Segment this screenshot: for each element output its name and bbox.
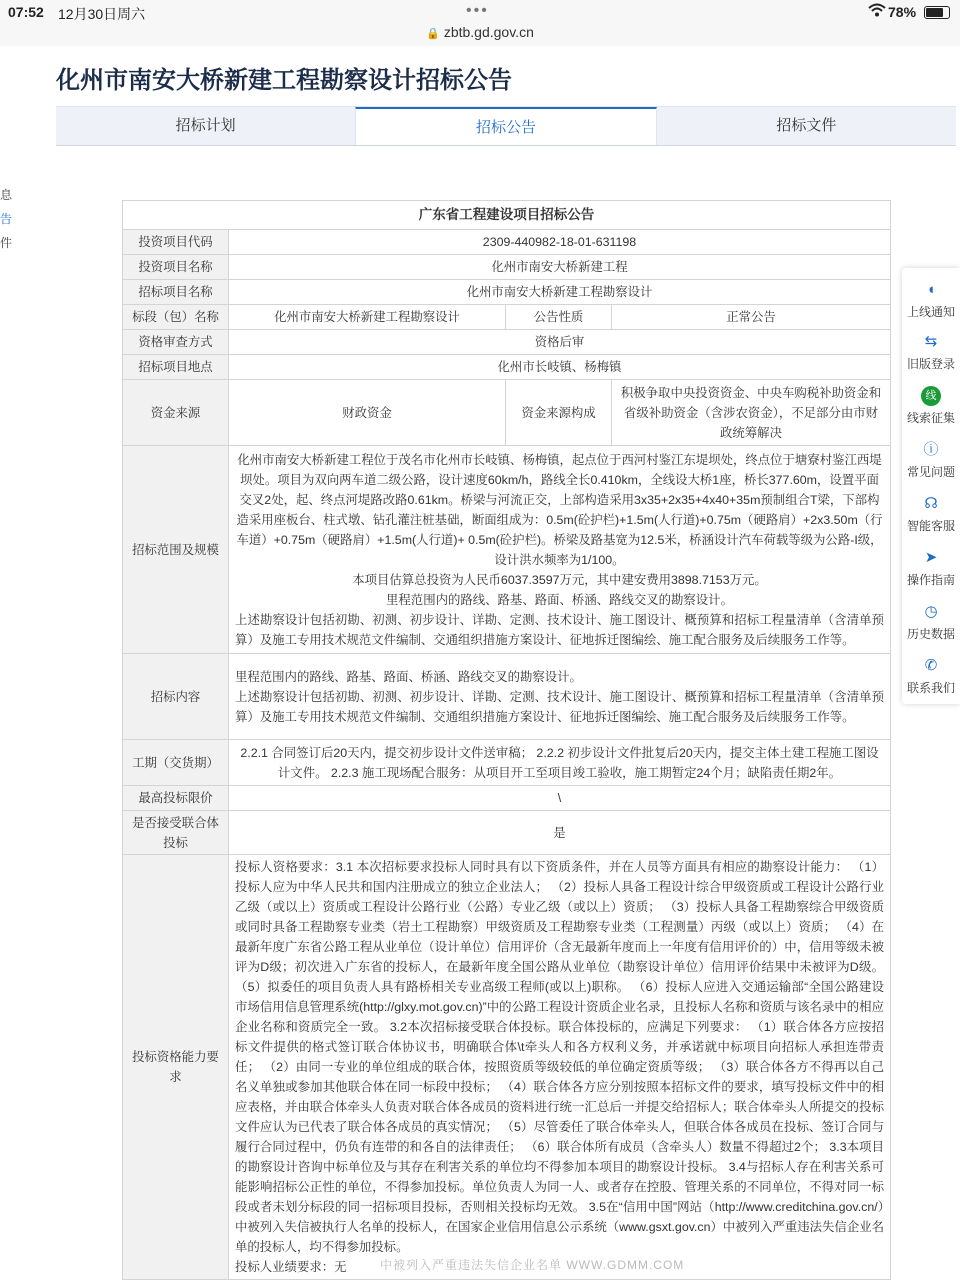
tab-bid-notice[interactable]: 招标公告	[355, 107, 656, 145]
table-row	[123, 330, 891, 355]
side-item-history[interactable]	[902, 602, 960, 642]
phone-icon: ✆	[924, 657, 938, 674]
clue-icon: 线	[921, 386, 941, 406]
side-item-old-login[interactable]	[902, 332, 960, 372]
field-value: 2309-440982-18-01-631198	[229, 230, 891, 255]
side-item-notice[interactable]	[902, 280, 960, 320]
field-value: 是	[229, 811, 891, 855]
field-value	[229, 855, 891, 1280]
battery-icon	[924, 6, 950, 19]
wifi-icon	[868, 3, 886, 20]
field-label: 招标范围及规模	[123, 446, 229, 654]
clock: 07:52	[8, 4, 44, 20]
side-item-label: 线索征集	[906, 411, 955, 425]
notice-table	[122, 200, 891, 1280]
side-item-faq[interactable]	[902, 440, 960, 480]
address-bar[interactable]	[0, 24, 960, 46]
clock-icon: ◷	[924, 603, 938, 620]
side-item-label: 历史数据	[906, 627, 955, 641]
side-item-label: 常见问题	[906, 465, 955, 479]
field-value	[229, 446, 891, 654]
qualification-text: 投标人资格要求：3.1 本次招标要求投标人同时具有以下资质条件，并在人员等方面具有相应的勘察设计能力： （1）投标人应为中华人民共和国内注册成立的独立企业法人； （2）投标人具备工程设计综合甲级资质或工程设计公路行业乙级（或以上）资质或工程设计公路行业（公路）专业乙级（或以上）资质； （3）投标人具备工程勘察综合甲级资质或同时具备工程勘察专业类（岩土工程勘察）甲级资质及工程勘察专业类（工程测量）丙级（或以上）资质； （4）在最新年度广东省公路工程从业单位（设计单位）信用评价（含无最新年度而上一年度有信用评价的）中，信用等级未被评为D级；初次进入广东省的投标人，在最新年度全国公路从业单位（勘察设计单位）信用评价结果中未被评为D级。 （5）拟委任的项目负责人具有路桥相关专业高级工程师(或以上)职称。 （6）投标人应进入交通运输部“全国公路建设市场信用信息管理系统(http://glxy.mot.gov.cn)”中的公路工程设计资质企业名录，且投标人名称和资质与该名录中的相应企业名称和资质完全一致。 3.2本次招标接受联合体投标。联合体投标的，应满足下列要求： （1）联合体各方应按招标文件提供的格式签订联合体协议书，明确联合体\t牵头人和各方权利义务，并承诺就中标项目向招标人承担连带责任； （2）由同一专业的单位组成的联合体，按照资质等级较低的单位确定资质等级； （3）联合体各方不得再以自己名义单独或参加其他联合体在同一标段中投标； （4）联合体各方应分别按照本招标文件的要求，填写投标文件中的相应表格，并由联合体牵头人负责对联合体各成员的资料进行统一汇总后一并提交给招标人；联合体牵头人所提交的投标文件应认为已代表了联合体各成员的真实情况； （5）尽管委任了联合体牵头人，但联合体各成员在投标、签订合同与履行合同过程中，仍负有连带的和各自的法律责任； （6）联合体所有成员（含牵头人）数量不得超过2个； 3.3本项目的勘察设计咨询中标单位及与其存在利害关系的单位均不得参加本项目的勘察设计投标。 3.4与招标人存在利害关系可能影响招标公正性的单位，不得参加投标。单位负责人为同一人、或者存在控股、管理关系的不同单位，不得对同一标段或者未划分标段的同一招标项目投标，否则相关投标均无效。 3.5在“信用中国”网站（http://www.creditchina.gov.cn/）中被列入失信被执行人名单的投标人，在国家企业信用信息公示系统（www.gsxt.gov.cn）中被列入严重违法失信企业名单的投标人，均不得参加投标。	[235, 860, 884, 1254]
field-label: 工期（交货期）	[123, 740, 229, 786]
battery-percent: 78%	[888, 4, 917, 20]
field-label: 资金来源构成	[506, 380, 612, 446]
table-row	[123, 855, 891, 1280]
side-item-label: 联系我们	[906, 681, 955, 695]
side-item-service[interactable]	[902, 494, 960, 534]
field-value: 正常公告	[612, 305, 891, 330]
field-label: 招标内容	[123, 654, 229, 740]
field-label: 标段（包）名称	[123, 305, 229, 330]
field-value: 积极争取中央投资资金、中央车购税补助资金和省级补助资金（含涉农资金），不足部分由市财政统筹解决	[612, 380, 891, 446]
page-title: 化州市南安大桥新建工程勘察设计招标公告	[56, 67, 512, 94]
field-value: 化州市长岐镇、杨梅镇	[229, 355, 891, 380]
side-item-label: 旧版登录	[906, 357, 955, 371]
field-value: \	[229, 786, 891, 811]
field-label: 投资项目名称	[123, 255, 229, 280]
field-value: 2.2.1 合同签订后20天内，提交初步设计文件送审稿； 2.2.2 初步设计文件批复后20天内，提交主体土建工程施工图设计文件。 2.2.3 施工现场配合服务：从项目开工至项目竣工验收，施工期暂定24个月；缺陷责任期2年。	[229, 740, 891, 786]
send-icon: ➤	[924, 549, 938, 566]
field-value	[229, 654, 891, 740]
scope-paragraph: 本项目估算总投资为人民币6037.3597万元，其中建安费用3898.7153万元。	[352, 572, 767, 587]
field-value: 资格后审	[229, 330, 891, 355]
field-value: 化州市南安大桥新建工程	[229, 255, 891, 280]
content-paragraph: 里程范围内的路线、路基、路面、桥涵、路线交叉的勘察设计。	[235, 669, 582, 684]
scope-paragraph: 化州市南安大桥新建工程位于茂名市化州市长岐镇、杨梅镇，起点位于西河村鉴江东堤坝处，终点位于塘寮村鉴江西堤坝处。项目为双向两车道二级公路，设计速度60km/h，路线全长0.410km，全线设大桥1座，桥长377.60m，设置平面交叉2处，起、终点河堤路改路0.61km。桥梁与河流正交，上部构造采用3x35+2x35+4x40+35m预制组合T梁，下部构造采用座板台、柱式墩、钻孔灌注桩基础，断面组成为：0.5m(砼护栏)+1.5m(人行道)+0.75m（硬路肩）+2x3.50m（行车道）+0.75m（硬路肩）+1.5m(人行道)+ 0.5m(砼护栏)。桥梁及路基宽为12.5米，桥涵设计汽车荷载等级为公路-I级，设计洪水频率为1/100。	[236, 452, 883, 567]
field-value: 财政资金	[229, 380, 506, 446]
content-paragraph: 上述勘察设计包括初勘、初测、初步设计、详勘、定测、技术设计、施工图设计、概预算和招标工程量清单（含清单预算）及施工专用技术规范文件编制、交通组织措施方案设计、征地拆迁图编绘、施工配合服务及后续服务工作等。	[235, 689, 884, 724]
speaker-icon: ◖	[926, 281, 936, 298]
table-row	[123, 305, 891, 330]
date: 12月30日周六	[58, 6, 146, 22]
field-value: 化州市南安大桥新建工程勘察设计	[229, 280, 891, 305]
field-label: 是否接受联合体投标	[123, 811, 229, 855]
lock-icon: 🔒	[426, 28, 440, 40]
tab-bid-documents[interactable]: 招标文件	[776, 117, 837, 134]
field-label: 投标资格能力要求	[123, 855, 229, 1280]
side-item-label: 上线通知	[906, 305, 955, 319]
sidebar-fragment-3[interactable]: 件	[0, 236, 13, 250]
tab-bid-plan[interactable]: 招标计划	[175, 117, 236, 134]
side-item-clue[interactable]	[902, 386, 960, 426]
side-item-label: 操作指南	[906, 573, 955, 587]
table-row	[123, 255, 891, 280]
side-item-contact[interactable]	[902, 656, 960, 696]
table-row	[123, 786, 891, 811]
table-row	[123, 355, 891, 380]
headset-icon: ☊	[924, 495, 938, 512]
table-row	[123, 654, 891, 740]
side-item-label: 智能客服	[906, 519, 955, 533]
qualification-tail: 投标人业绩要求：无	[235, 1260, 347, 1274]
floating-side-panel	[902, 268, 960, 704]
field-value: 化州市南安大桥新建工程勘察设计	[229, 305, 506, 330]
field-label: 资格审查方式	[123, 330, 229, 355]
table-title: 广东省工程建设项目招标公告	[123, 201, 891, 230]
field-label: 投资项目代码	[123, 230, 229, 255]
table-row	[123, 811, 891, 855]
watermark: 中被列入严重违法失信企业名单 WWW.GDMM.COM	[380, 1258, 685, 1272]
field-label: 招标项目名称	[123, 280, 229, 305]
scope-paragraph: 里程范围内的路线、路基、路面、桥涵、路线交叉的勘察设计。	[386, 592, 733, 607]
sidebar-fragment-2[interactable]: 告	[0, 212, 13, 226]
table-row	[123, 201, 891, 230]
field-label: 资金来源	[123, 380, 229, 446]
field-label: 公告性质	[506, 305, 612, 330]
tab-bar	[56, 106, 956, 146]
ios-status-bar	[0, 0, 960, 26]
sidebar-fragment-1[interactable]: 息	[0, 188, 13, 202]
field-label: 招标项目地点	[123, 355, 229, 380]
question-icon: ⓘ	[923, 441, 939, 458]
scope-paragraph: 上述勘察设计包括初勘、初测、初步设计、详勘、定测、技术设计、施工图设计、概预算和招标工程量清单（含清单预算）及施工专用技术规范文件编制、交通组织措施方案设计、征地拆迁图编绘、施工配合服务及后续服务工作等。	[235, 612, 884, 647]
more-dots-icon[interactable]: •••	[466, 2, 489, 19]
table-row	[123, 380, 891, 446]
login-icon: ⇆	[924, 333, 938, 350]
side-item-guide[interactable]	[902, 548, 960, 588]
field-label: 最高投标限价	[123, 786, 229, 811]
table-row	[123, 446, 891, 654]
table-row	[123, 280, 891, 305]
table-row	[123, 740, 891, 786]
table-row	[123, 230, 891, 255]
url-text: zbtb.gd.gov.cn	[443, 24, 534, 40]
